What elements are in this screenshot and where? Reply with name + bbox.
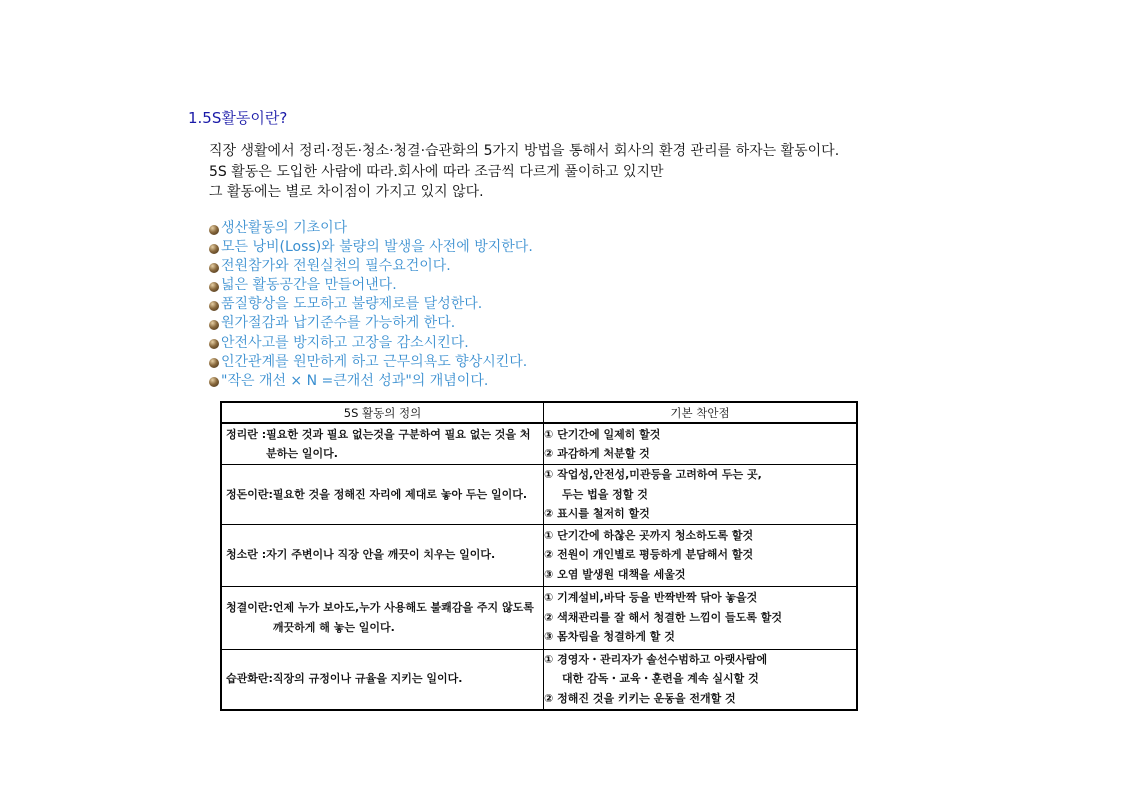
list-item xyxy=(209,219,533,238)
key-point: ② 표시를 철저히 할것 xyxy=(544,507,650,520)
term-label: 정리란 : xyxy=(226,427,267,441)
term-label: 습관화란: xyxy=(226,672,273,686)
intro-line: 그 활동에는 별로 차이점이 가지고 있지 않다. xyxy=(209,184,484,200)
bullet-ball-icon xyxy=(209,320,219,330)
list-item xyxy=(209,276,533,295)
definition-text: 직장의 규정이나 규율을 지키는 일이다. xyxy=(272,672,463,686)
bullet-ball-icon xyxy=(209,301,219,311)
intro-line: 직장 생활에서 정리·정돈·청소·청결·습관화의 5가지 방법을 통해서 회사의 환경 관리를 하자는 활동이다. xyxy=(209,143,840,159)
term-label: 청결이란: xyxy=(226,601,273,614)
definition-cell xyxy=(221,649,544,710)
list-item-text: 안전사고를 방지하고 고장을 감소시킨다. xyxy=(221,334,469,351)
list-item xyxy=(209,295,533,314)
list-item-text: 품질향상을 도모하고 불량제로를 달성한다. xyxy=(221,296,483,313)
bullet-ball-icon xyxy=(209,244,219,254)
definition-text: 자기 주변이나 직장 안을 깨끗이 치우는 일이다. xyxy=(266,548,496,562)
key-point: ② 색채관리를 잘 해서 청결한 느낌이 들도록 할것 xyxy=(544,610,783,624)
page-title: 1.5S활동이란? xyxy=(188,109,288,127)
table-row xyxy=(221,465,857,525)
list-item-text: 넓은 활동공간을 만들어낸다. xyxy=(221,277,397,294)
list-item-text: 인간관계를 원만하게 하고 근무의욕도 향상시킨다. xyxy=(221,353,528,370)
definition-text: 필요한 것을 정해진 자리에 제대로 놓아 두는 일이다. xyxy=(272,487,528,501)
intro-line: 5S 활동은 도입한 사람에 따라.회사에 따라 조금씩 다르게 풀이하고 있지만 xyxy=(209,163,664,180)
list-item xyxy=(209,257,533,276)
definition-cell xyxy=(221,423,544,465)
term-label: 정돈이란: xyxy=(226,487,273,501)
table-row xyxy=(221,649,857,710)
definition-cell xyxy=(221,465,544,525)
bullet-ball-icon xyxy=(209,377,219,387)
bullet-ball-icon xyxy=(209,339,219,349)
definition-cell xyxy=(221,524,544,586)
key-point: ① 기계설비,바닥 등을 반짝반짝 닦아 놓을것 xyxy=(544,591,758,605)
column-header-definition: 5S 활동의 정의 xyxy=(221,402,544,423)
list-item-text: 원가절감과 납기준수를 가능하게 한다. xyxy=(221,315,456,332)
key-point: ③ 몸차림을 청결하게 할 것 xyxy=(544,630,675,644)
list-item-text: "작은 개선 × N =큰개선 성과"의 개념이다. xyxy=(221,372,489,389)
list-item xyxy=(209,372,533,391)
list-item xyxy=(209,238,533,257)
column-header-key-points: 기본 착안점 xyxy=(544,402,858,423)
benefits-list xyxy=(209,219,533,391)
key-points-cell xyxy=(544,423,858,465)
key-point: 두는 법을 정할 것 xyxy=(562,487,648,501)
key-point: ② 과감하게 처분할 것 xyxy=(544,447,650,460)
key-point: ① 단기간에 일제히 할것 xyxy=(544,427,661,441)
bullet-ball-icon xyxy=(209,225,219,235)
term-label: 청소란 : xyxy=(226,548,267,562)
table-row xyxy=(221,586,857,649)
list-item-text: 전원참가와 전원실천의 필수요건이다. xyxy=(221,258,451,275)
key-points-cell xyxy=(544,649,858,710)
key-point: ① 단기간에 하찮은 곳까지 청소하도록 할것 xyxy=(544,528,754,542)
key-point: ② 정해진 것을 키키는 운동을 전개할 것 xyxy=(544,691,736,705)
5s-definition-table xyxy=(220,401,858,711)
bullet-ball-icon xyxy=(209,358,219,368)
intro-paragraph xyxy=(209,141,839,203)
table-row xyxy=(221,524,857,586)
definition-cell xyxy=(221,586,544,649)
key-point: ① 작업성,안전성,미관등을 고려하여 두는 곳, xyxy=(544,468,762,481)
key-point: ① 경영자・관리자가 솔선수범하고 아랫사람에 xyxy=(544,652,768,666)
key-point: ② 전원이 개인별로 평등하게 분담해서 할것 xyxy=(544,548,754,562)
list-item xyxy=(209,334,533,353)
key-points-cell xyxy=(544,465,858,525)
key-point: ③ 오염 발생원 대책을 세울것 xyxy=(544,567,686,581)
list-item xyxy=(209,353,533,372)
definition-text: 언제 누가 보아도,누가 사용해도 불쾌감을 주지 않도록 깨끗하게 해 놓는 일이다. xyxy=(272,601,534,634)
definition-text: 필요한 것과 필요 없는것을 구분하여 필요 없는 것을 처분하는 일이다. xyxy=(266,427,531,460)
key-point: 대한 감독・교육・훈련을 계속 실시할 것 xyxy=(562,672,759,686)
bullet-ball-icon xyxy=(209,282,219,292)
list-item-text: 생산활동의 기초이다 xyxy=(221,220,348,236)
list-item-text: 모든 낭비(Loss)와 불량의 발생을 사전에 방지한다. xyxy=(221,239,533,256)
table-row xyxy=(221,423,857,465)
bullet-ball-icon xyxy=(209,263,219,273)
key-points-cell xyxy=(544,524,858,586)
list-item xyxy=(209,314,533,333)
key-points-cell xyxy=(544,586,858,649)
table-header-row xyxy=(221,402,857,423)
